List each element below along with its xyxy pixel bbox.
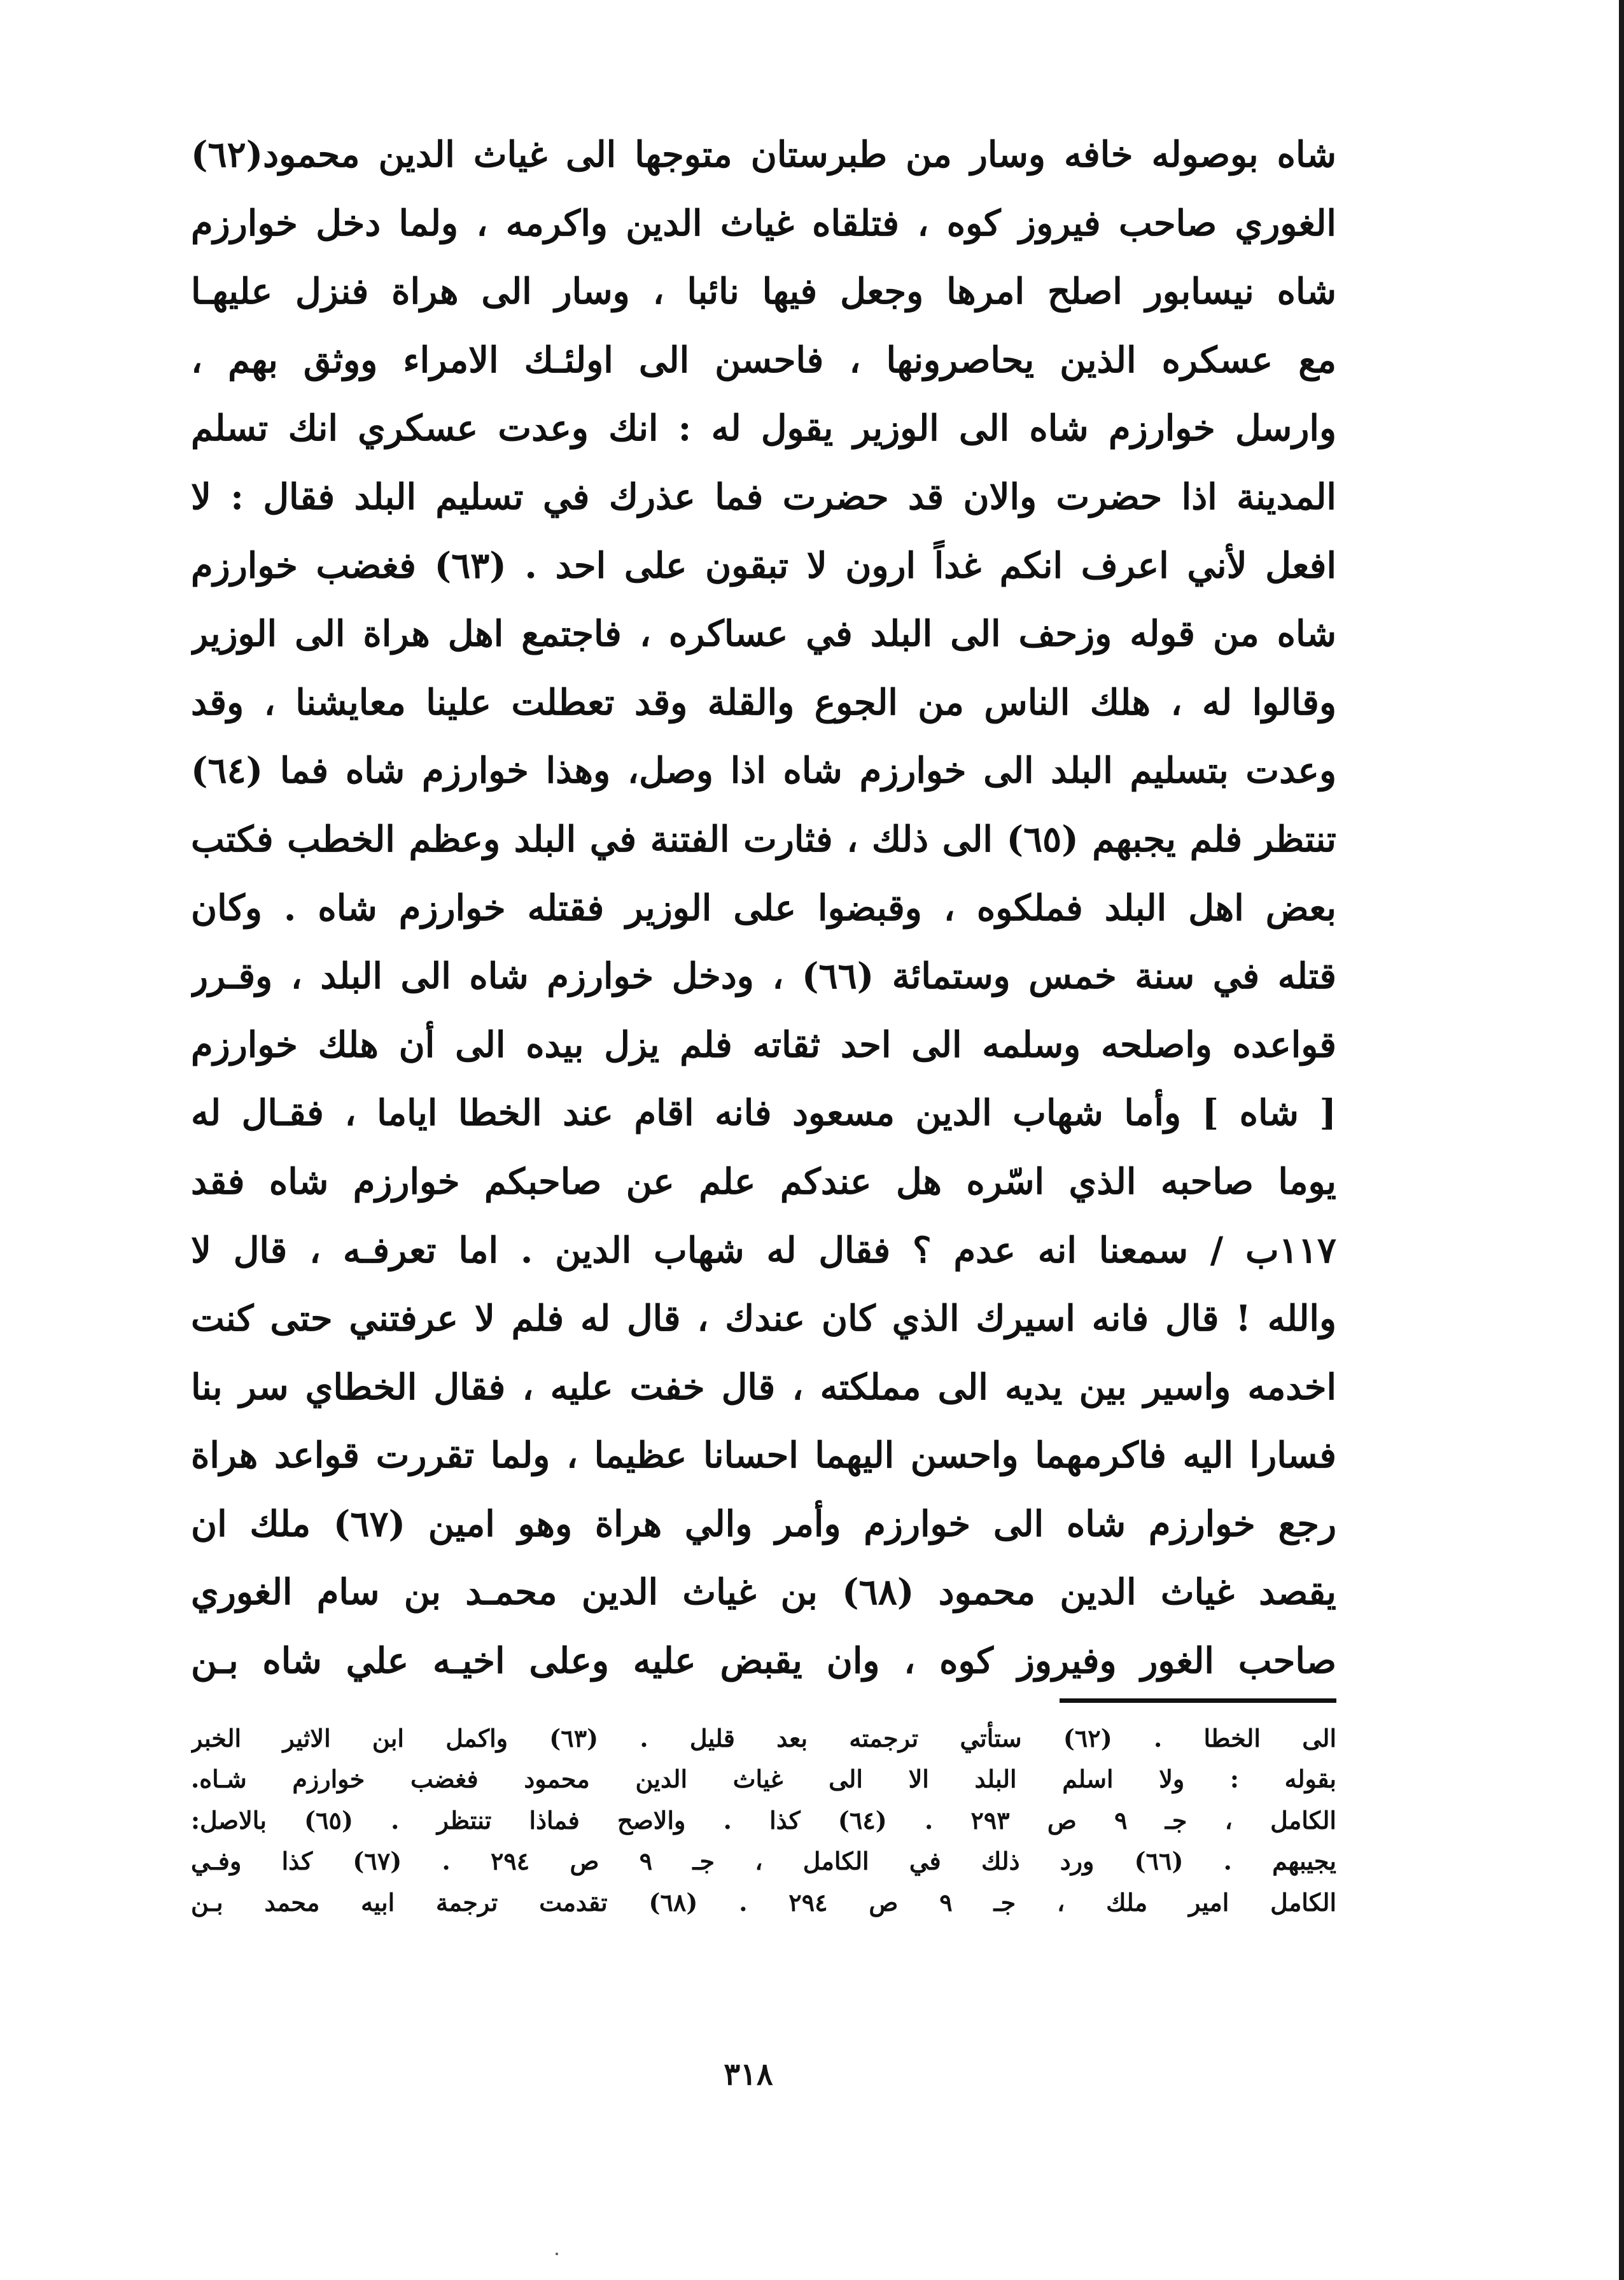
body-line: المدينة اذا حضرت والان قد حضرت فما عذرك في تسليم البلد فقال : لا: [191, 475, 1336, 518]
body-line: شاه من قوله وزحف الى البلد في عساكره ، فاجتمع اهل هراة الى الوزير: [191, 613, 1336, 655]
body-line: [ شاه ] وأما شهاب الدين مسعود فانه اقام عند الخطا اياما ، فقـال له: [191, 1092, 1336, 1135]
footnotes: [191, 1718, 1336, 1923]
body-line: قتله في سنة خمس وستمائة (٦٦) ، ودخل خوارزم شاه الى البلد ، وقـرر: [191, 955, 1336, 998]
footnote-line: بقوله : ولا اسلم البلد الا الى غياث الدين محمود فغضب خوارزم شـاه.: [191, 1765, 1336, 1794]
body-line: يقصد غياث الدين محمود (٦٨) بن غياث الدين محمـد بن سام الغوري: [191, 1571, 1336, 1614]
page-number: ٣١٨: [724, 2057, 773, 2092]
body-line: وعدت بتسليم البلد الى خوارزم شاه اذا وصل، وهذا خوارزم شاه فما (٦٤): [191, 750, 1336, 792]
body-line: وارسل خوارزم شاه الى الوزير يقول له : انك وعدت عسكري انك تسلم: [191, 407, 1336, 450]
body-line: تنتظر فلم يجبهم (٦٥) الى ذلك ، فثارت الفتنة في البلد وعظم الخطب فكتب: [191, 818, 1336, 860]
footnote-line: يجيبهم . (٦٦) ورد ذلك في الكامل ، جـ ٩ ص ٢٩٤ . (٦٧) كذا وفـي: [191, 1847, 1336, 1876]
body-line: فسارا اليه فاكرمهما واحسن اليهما احسانا عظيما ، ولما تقررت قواعد هراة: [191, 1434, 1336, 1477]
body-line: اخدمه واسير بين يديه الى مملكته ، قال خفت عليه ، فقال الخطاي سر بنا: [191, 1366, 1336, 1408]
scan-speck: [556, 2253, 558, 2255]
footnote-line: الكامل امير ملك ، جـ ٩ ص ٢٩٤ . (٦٨) تقدمت ترجمة ابيه محمد بـن: [191, 1887, 1336, 1917]
body-line: والله ! قال فانه اسيرك الذي كان عندك ، قال له فلم لا عرفتني حتى كنت: [191, 1297, 1336, 1340]
footnote-separator: [1060, 1698, 1336, 1703]
body-line: يوما صاحبه الذي اسّره هل عندكم علم عن صاحبكم خوارزم شاه فقد: [191, 1160, 1336, 1203]
footnote-line: الكامل ، جـ ٩ ص ٢٩٣ . (٦٤) كذا . والاصح فماذا تنتظر . (٦٥) بالاصل:: [191, 1805, 1336, 1835]
body-line: افعل لأني اعرف انكم غداً ارون لا تبقون على احد . (٦٣) فغضب خوارزم: [191, 544, 1336, 587]
body-line: مع عسكره الذين يحاصرونها ، فاحسن الى اولئـك الامراء ووثق بهم ،: [191, 339, 1336, 381]
body-line: شاه نيسابور اصلح امرها وجعل فيها نائبا ، وسار الى هراة فنزل عليهـا: [191, 270, 1336, 313]
body-line: بعض اهل البلد فملكوه ، وقبضوا على الوزير فقتله خوارزم شاه . وكان: [191, 886, 1336, 929]
body-line: وقالوا له ، هلك الناس من الجوع والقلة وقد تعطلت علينا معايشنا ، وقد: [191, 681, 1336, 724]
body-line: قواعده واصلحه وسلمه الى احد ثقاته فلم يزل بيده الى أن هلك خوارزم: [191, 1023, 1336, 1066]
body-line: صاحب الغور وفيروز كوه ، وان يقبض عليه وعلى اخيـه علي شاه بـن: [191, 1640, 1336, 1682]
footnote-line: الى الخطا . (٦٢) ستأتي ترجمته بعد قليل . (٦٣) واكمل ابن الاثير الخبر: [191, 1724, 1336, 1752]
scan-edge: [1619, 0, 1624, 2280]
body-line: رجع خوارزم شاه الى خوارزم وأمر والي هراة وهو امين (٦٧) ملك ان: [191, 1502, 1336, 1545]
body-line: ١١٧ب / سمعنا انه عدم ؟ فقال له شهاب الدين . اما تعرفـه ، قال لا: [191, 1229, 1336, 1271]
body-line: الغوري صاحب فيروز كوه ، فتلقاه غياث الدين واكرمه ، ولما دخل خوارزم: [191, 202, 1336, 244]
body-text: [191, 121, 1336, 1696]
body-line: شاه بوصوله خافه وسار من طبرستان متوجها الى غياث الدين محمود(٦٢): [191, 134, 1336, 176]
